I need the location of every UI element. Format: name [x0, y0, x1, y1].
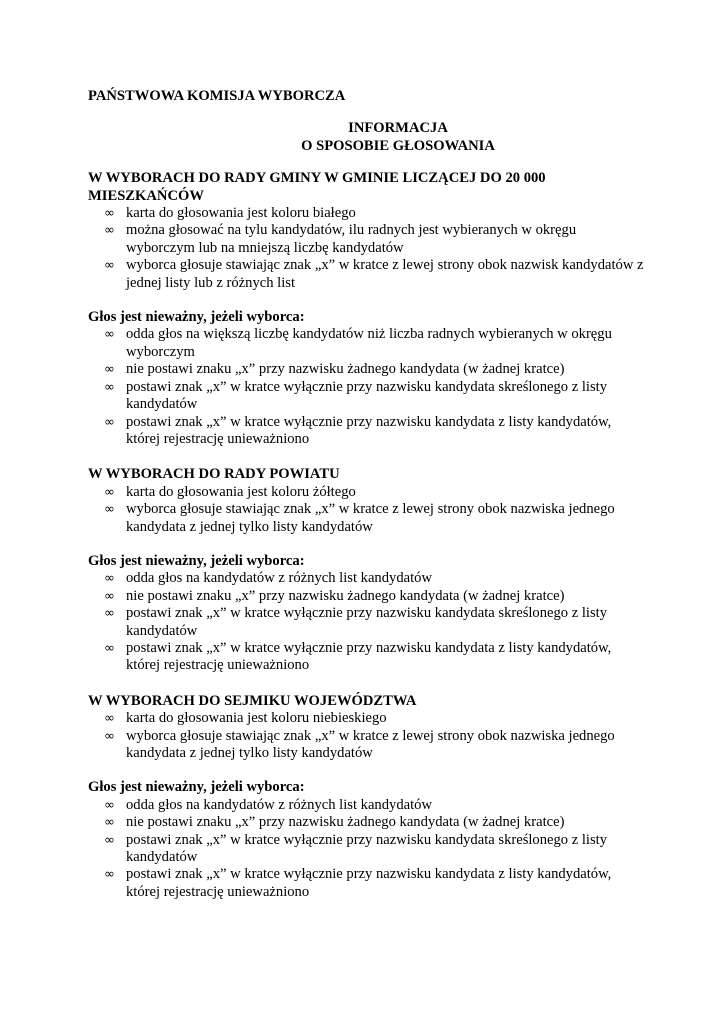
- infinity-bullet-icon: ∞: [104, 797, 115, 813]
- list-item: ∞ postawi znak „x” w kratce wyłącznie przy nazwisku kandydata skreślonego z listy kandydatów: [104, 605, 608, 639]
- infinity-bullet-icon: ∞: [104, 728, 115, 744]
- infinity-bullet-icon: ∞: [104, 571, 115, 587]
- document-body: [88, 88, 648, 901]
- invalid-vote-heading: Głos jest nieważny, jeżeli wyborca:: [88, 309, 305, 326]
- list-item: ∞ wyborca głosuje stawiając znak „x” w kratce z lewej strony obok nazwisk kandydatów z jednej listy lub z różnych list: [104, 257, 644, 291]
- organization-name: PAŃSTWOWA KOMISJA WYBORCZA: [88, 88, 346, 104]
- invalid-vote-heading: Głos jest nieważny, jeżeli wyborca:: [88, 779, 305, 796]
- infinity-bullet-icon: ∞: [104, 379, 115, 395]
- list-item: ∞ nie postawi znaku „x” przy nazwisku żadnego kandydata (w żadnej kratce): [104, 814, 565, 831]
- list-item: ∞ karta do głosowania jest koloru białego: [104, 205, 356, 222]
- infinity-bullet-icon: ∞: [104, 206, 115, 222]
- infinity-bullet-icon: ∞: [104, 223, 115, 239]
- infinity-bullet-icon: ∞: [104, 362, 115, 378]
- infinity-bullet-icon: ∞: [104, 815, 115, 831]
- list-item: ∞ odda głos na kandydatów z różnych list kandydatów: [104, 796, 432, 813]
- list-item: ∞ postawi znak „x” w kratce wyłącznie przy nazwisku kandydata skreślonego z listy kandydatów: [104, 378, 608, 413]
- info-list: [88, 205, 648, 292]
- list-item: ∞ nie postawi znaku „x” przy nazwisku żadnego kandydata (w żadnej kratce): [104, 587, 565, 604]
- infinity-bullet-icon: ∞: [104, 640, 115, 656]
- infinity-bullet-icon: ∞: [104, 414, 115, 430]
- list-item: ∞ postawi znak „x” w kratce wyłącznie przy nazwisku kandydata z listy kandydatów, której rejestrację unieważniono: [104, 413, 612, 447]
- list-item: ∞ postawi znak „x” w kratce wyłącznie przy nazwisku kandydata z listy kandydatów, której rejestrację unieważniono: [104, 866, 612, 900]
- info-list: [88, 484, 648, 536]
- invalid-list: [88, 797, 648, 901]
- invalid-vote-heading: Głos jest nieważny, jeżeli wyborca:: [88, 552, 305, 569]
- infinity-bullet-icon: ∞: [104, 327, 115, 343]
- title-line-1: INFORMACJA: [348, 120, 448, 137]
- list-item: ∞ odda głos na większą liczbę kandydatów niż liczba radnych wybieranych w okręgu wyborczym: [104, 326, 612, 360]
- section-title: W WYBORACH DO RADY POWIATU: [88, 466, 340, 483]
- infinity-bullet-icon: ∞: [104, 606, 115, 622]
- section-title: W WYBORACH DO SEJMIKU WOJEWÓDZTWA: [88, 692, 417, 709]
- invalid-list: [88, 570, 648, 674]
- list-item: ∞ można głosować na tylu kandydatów, ilu radnych jest wybieranych w okręgu wyborczym lub na mniejszą liczbę kandydatów: [104, 222, 577, 256]
- section-title: W WYBORACH DO RADY GMINY W GMINIE LICZĄCEJ DO 20 000 MIESZKAŃCÓW: [88, 170, 546, 204]
- list-item: ∞ postawi znak „x” w kratce wyłącznie przy nazwisku kandydata z listy kandydatów, której rejestrację unieważniono: [104, 639, 612, 674]
- infinity-bullet-icon: ∞: [104, 711, 115, 727]
- document-title: [88, 120, 648, 155]
- invalid-list: [88, 326, 648, 448]
- list-item: ∞ postawi znak „x” w kratce wyłącznie przy nazwisku kandydata skreślonego z listy kandydatów: [104, 831, 608, 866]
- section-sejmik-wojewodztwa: [88, 693, 648, 901]
- list-item: ∞ karta do głosowania jest koloru niebieskiego: [104, 710, 387, 727]
- infinity-bullet-icon: ∞: [104, 484, 115, 500]
- infinity-bullet-icon: ∞: [104, 502, 115, 518]
- info-list: [88, 710, 648, 762]
- infinity-bullet-icon: ∞: [104, 588, 115, 604]
- section-rada-gminy: [88, 170, 648, 448]
- list-item: ∞ odda głos na kandydatów z różnych list kandydatów: [104, 570, 432, 587]
- list-item: ∞ wyborca głosuje stawiając znak „x” w kratce z lewej strony obok nazwiska jednego kandydata z jednej tylko listy kandydatów: [104, 501, 615, 535]
- title-line-2: O SPOSOBIE GŁOSOWANIA: [301, 137, 495, 154]
- infinity-bullet-icon: ∞: [104, 867, 115, 883]
- section-rada-powiatu: [88, 466, 648, 674]
- list-item: ∞ karta do głosowania jest koloru żółtego: [104, 483, 356, 500]
- infinity-bullet-icon: ∞: [104, 832, 115, 848]
- list-item: ∞ wyborca głosuje stawiając znak „x” w kratce z lewej strony obok nazwiska jednego kandydata z jednej tylko listy kandydatów: [104, 727, 615, 761]
- list-item: ∞ nie postawi znaku „x” przy nazwisku żadnego kandydata (w żadnej kratce): [104, 361, 565, 378]
- infinity-bullet-icon: ∞: [104, 258, 115, 274]
